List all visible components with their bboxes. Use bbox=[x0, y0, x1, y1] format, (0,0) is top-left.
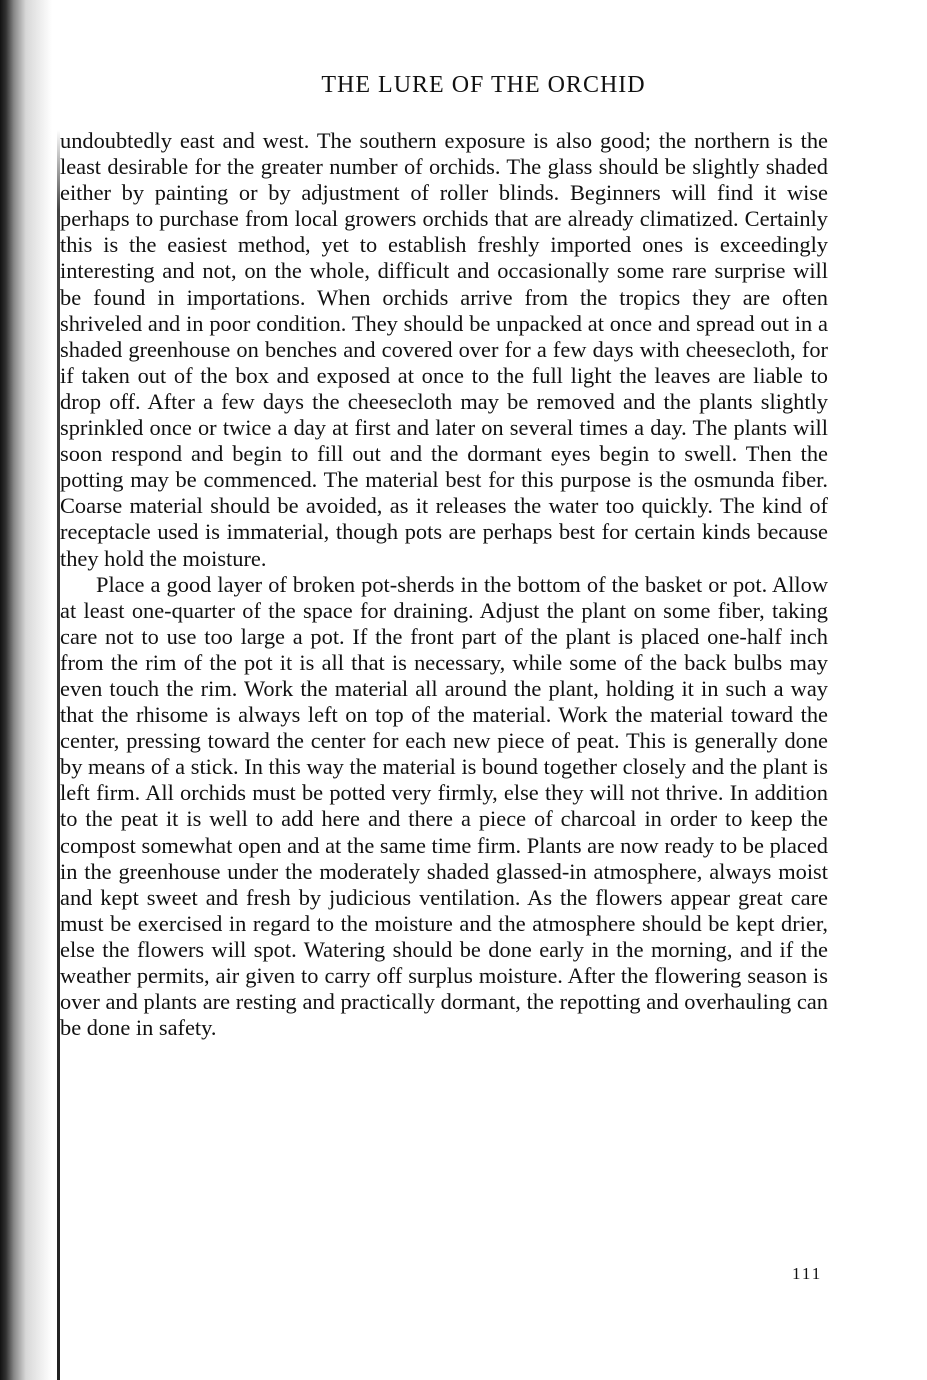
body-text bbox=[60, 128, 828, 1041]
paragraph-1: undoubtedly east and west. The southern exposure is also good; the northern is the least desirable for the greater number of orchids. The glass should be slightly shaded either by painting or by adjustment of roller blinds. Beginners will find it wise perhaps to purchase from local growers orchids that are already climatized. Certainly this is the easiest method, yet to establish freshly imported ones is exceedingly interesting and not, on the whole, difficult and occasionally some rare surprise will be found in importations. When orchids arrive from the tropics they are often shriveled and in poor condition. They should be unpacked at once and spread out in a shaded greenhouse on benches and covered over for a few days with cheesecloth, for if taken out of the box and exposed at once to the full light the leaves are liable to drop off. After a few days the cheesecloth may be removed and the plants slightly sprinkled once or twice a day at first and later on several times a day. The plants will soon respond and begin to fill out and the dormant eyes begin to swell. Then the potting may be commenced. The material best for this purpose is the osmunda fiber. Coarse material should be avoided, as it releases the water too quickly. The kind of receptacle used is immaterial, though pots are perhaps best for certain kinds because they hold the moisture. bbox=[60, 128, 828, 571]
running-head: THE LURE OF THE ORCHID bbox=[321, 72, 646, 98]
page-number: 111 bbox=[792, 1264, 823, 1283]
paragraph-2: Place a good layer of broken pot-sherds in the bottom of the basket or pot. Allow at least one-quarter of the space for draining. Adjust the plant on some fiber, taking care not to use too large a pot. If the front part of the plant is placed one-half inch from the rim of the pot it is all that is necessary, while some of the back bulbs may even touch the rim. Work the material all around the plant, holding it in such a way that the rhisome is always left on top of the material. Work the material toward the center, pressing toward the center for each new piece of peat. This is generally done by means of a stick. In this way the material is bound together closely and the plant is left firm. All orchids must be potted very firmly, else they will not thrive. In addition to the peat it is well to add here and there a piece of charcoal in order to keep the compost somewhat open and at the same time firm. Plants are now ready to be placed in the greenhouse under the moderately shaded glassed-in atmosphere, always moist and kept sweet and fresh by judicious ventilation. As the flowers appear great care must be exercised in regard to the moisture and the atmosphere should be kept drier, else the flowers will spot. Watering should be done early in the morning, and if the weather permits, air given to carry off surplus moisture. After the flowering season is over and plants are resting and practically dormant, the repotting and overhauling can be done in safety. bbox=[60, 571, 828, 1041]
